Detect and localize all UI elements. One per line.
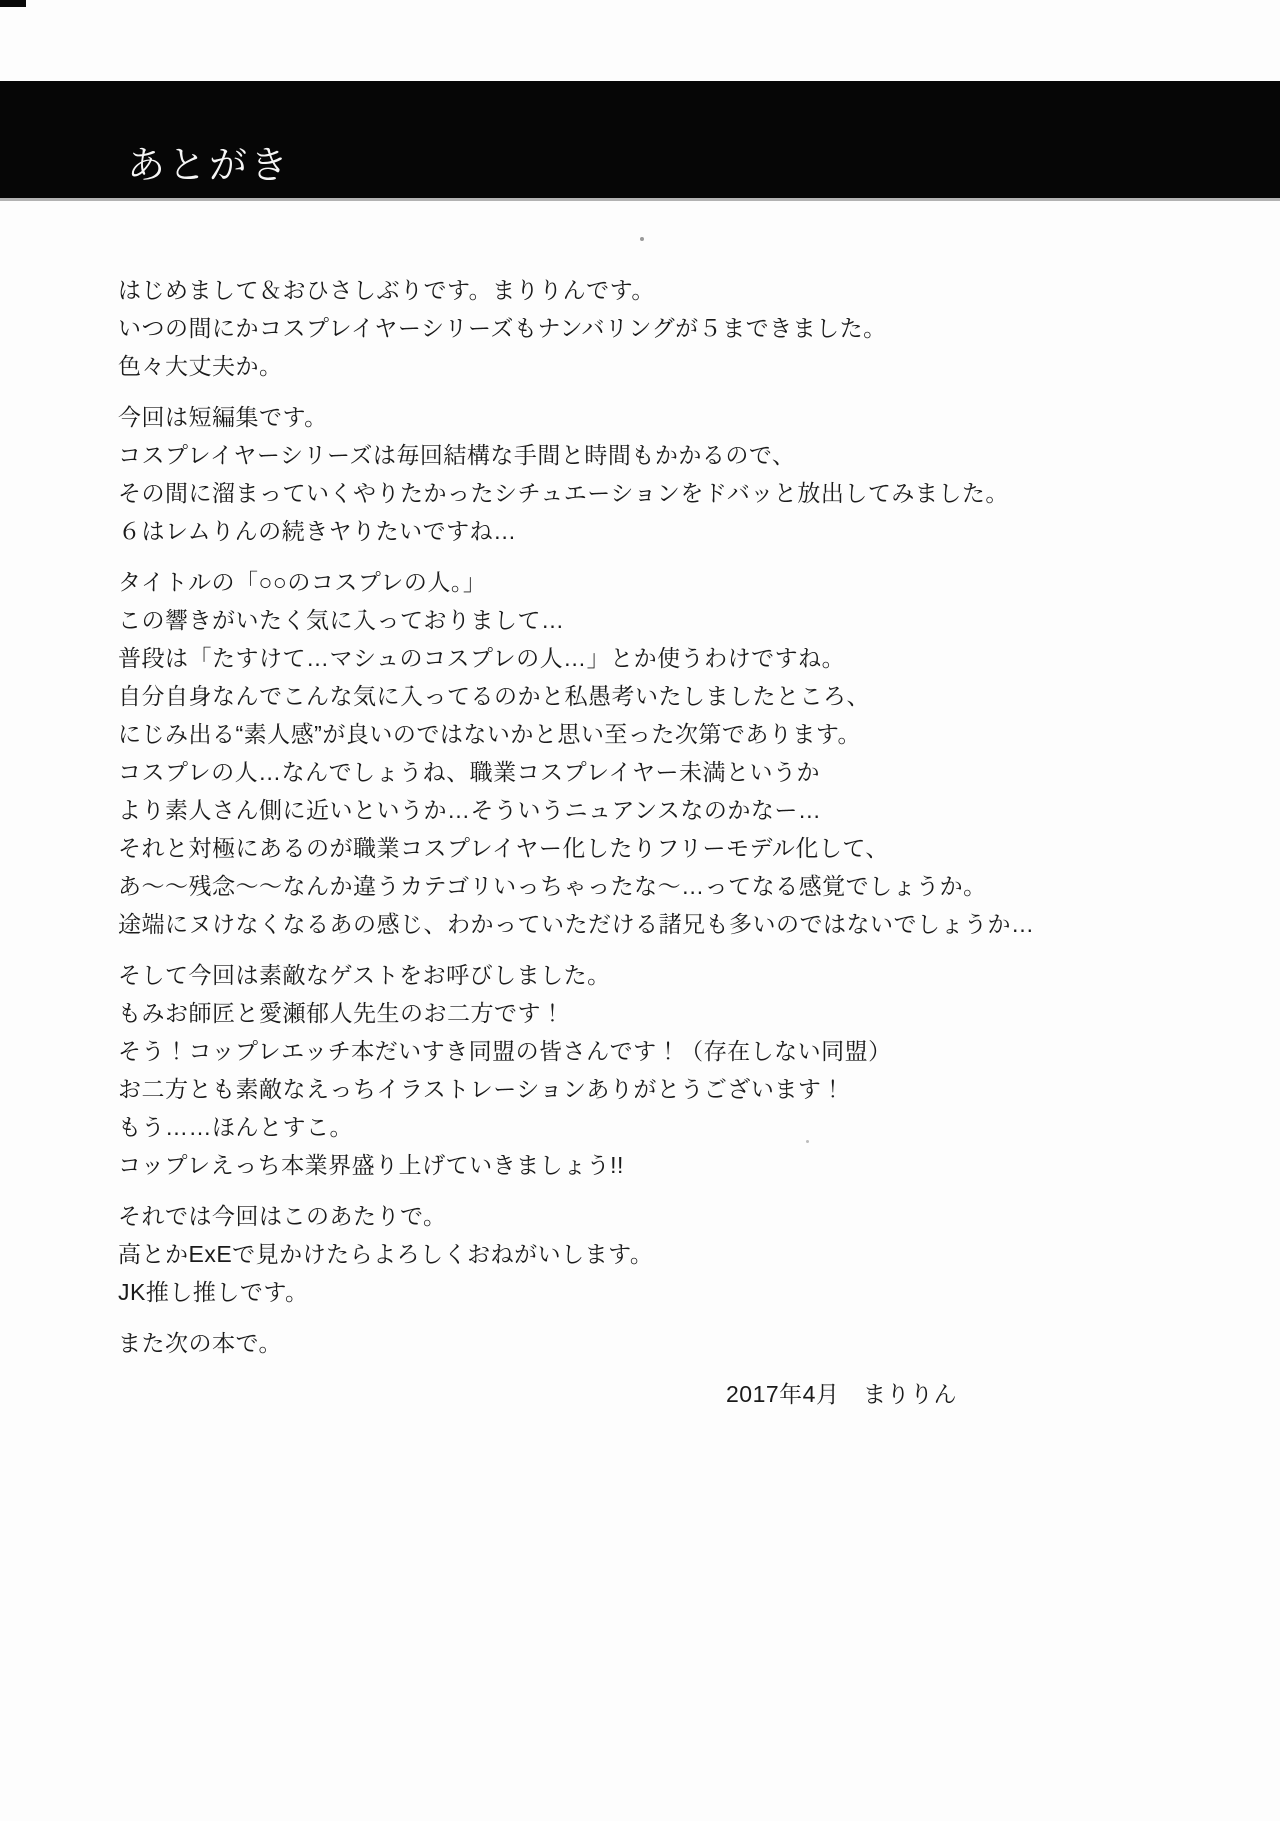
paragraph-short-stories — [118, 398, 1198, 550]
text-line: あ～～残念～～なんか違うカテゴリいっちゃったな～…ってなる感覚でしょうか。 — [118, 873, 987, 899]
paragraph-intro — [118, 271, 1198, 385]
text-line: そう！コップレエッチ本だいすき同盟の皆さんです！（存在しない同盟） — [118, 1038, 892, 1064]
text-line: それでは今回はこのあたりで。 — [118, 1203, 447, 1229]
text-line: 色々大丈夫か。 — [118, 353, 283, 379]
text-line: 途端にヌけなくなるあの感じ、わかっていただける諸兄も多いのではないでしょうか… — [118, 911, 1035, 937]
text-line: そして今回は素敵なゲストをお呼びしました。 — [118, 962, 611, 988]
text-line: その間に溜まっていくやりたかったシチュエーションをドバッと放出してみました。 — [118, 480, 1009, 506]
scan-corner-mark — [0, 0, 26, 7]
text-line: JK推し推しです。 — [118, 1279, 309, 1305]
text-line: コスプレの人…なんでしょうね、職業コスプレイヤー未満というか — [118, 759, 821, 785]
text-line: ６はレムりんの続きヤりたいですね… — [118, 518, 517, 544]
text-line: お二方とも素敵なえっちイラストレーションありがとうございます！ — [118, 1076, 845, 1102]
text-line: 今回は短編集です。 — [118, 404, 328, 430]
text-line: また次の本で。 — [118, 1330, 283, 1356]
text-line: コスプレイヤーシリーズは毎回結構な手間と時間もかかるので、 — [118, 442, 796, 468]
paragraph-title-talk — [118, 563, 1198, 943]
paragraph-guests — [118, 956, 1198, 1184]
afterword-body — [118, 271, 1198, 1413]
text-line: タイトルの「○○のコスプレの人。」 — [118, 569, 487, 595]
text-line: いつの間にかコスプレイヤーシリーズもナンバリングが５まできました。 — [118, 315, 887, 341]
text-line: はじめまして＆おひさしぶりです。まりりんです。 — [118, 277, 655, 303]
paragraph-closing — [118, 1197, 1198, 1311]
text-line: それと対極にあるのが職業コスプレイヤー化したりフリーモデル化して、 — [118, 835, 889, 861]
page-title: あとがき — [127, 145, 292, 187]
text-line: 自分自身なんでこんな気に入ってるのかと私愚考いたしましたところ、 — [118, 683, 870, 709]
text-line: 普段は「たすけて…マシュのコスプレの人…」とか使うわけですね。 — [118, 645, 846, 671]
text-line: この響きがいたく気に入っておりまして… — [118, 607, 565, 633]
text-line: もう……ほんとすこ。 — [118, 1114, 353, 1140]
text-line: もみお師匠と愛瀬郁人先生のお二方です！ — [118, 1000, 565, 1026]
scan-speck — [640, 237, 644, 241]
text-line: コップレえっち本業界盛り上げていきましょう!! — [118, 1152, 624, 1178]
paragraph-farewell — [118, 1324, 1198, 1362]
text-line: より素人さん側に近いというか…そういうニュアンスなのかなー… — [118, 797, 822, 823]
text-line: 高とかExEで見かけたらよろしくおねがいします。 — [118, 1241, 654, 1267]
text-line: にじみ出る“素人感”が良いのではないかと思い至った次第であります。 — [118, 721, 861, 747]
scan-speck — [806, 1140, 809, 1143]
signature: 2017年4月 まりりん — [726, 1381, 957, 1407]
title-banner — [0, 81, 1280, 201]
